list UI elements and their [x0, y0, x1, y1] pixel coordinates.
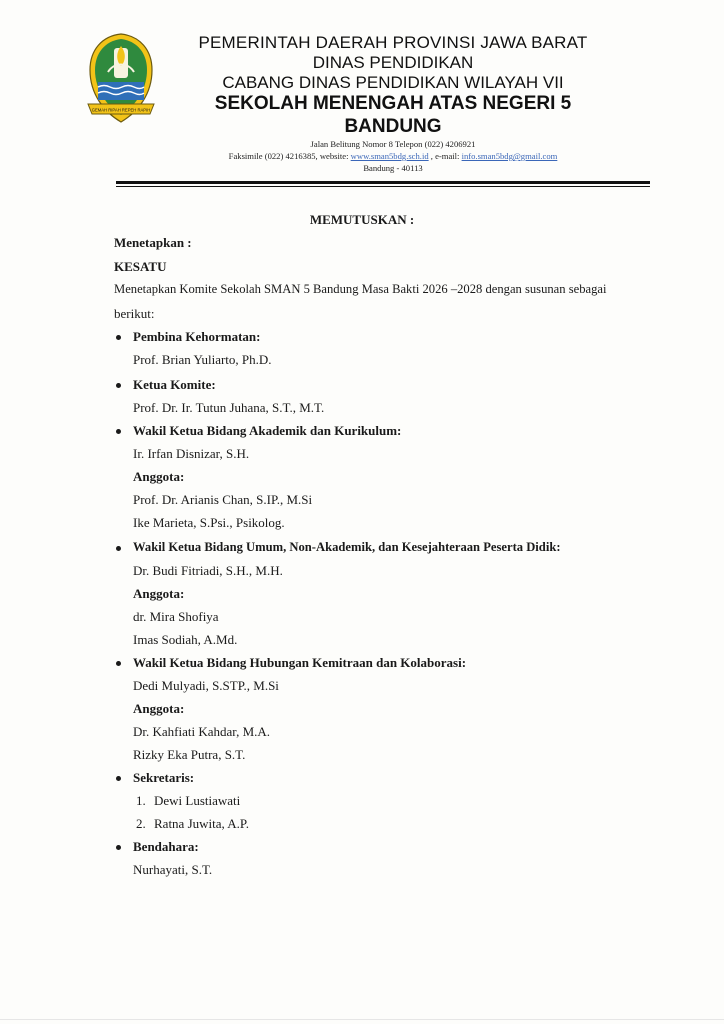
umum-anggota-2: Imas Sodiah, A.Md. [133, 632, 238, 647]
bullet-icon [116, 383, 121, 388]
school-name-line1: SEKOLAH MENENGAH ATAS NEGERI 5 [214, 93, 572, 114]
letterhead-department: DINAS PENDIDIKAN [312, 53, 474, 72]
sekretaris-name-2: Ratna Juwita, A.P. [154, 816, 249, 831]
email-prefix: , e-mail: [428, 151, 462, 161]
letterhead-government: PEMERINTAH DAERAH PROVINSI JAWA BARAT [198, 33, 588, 52]
west-java-emblem-logo [84, 32, 158, 124]
pembina-title: Pembina Kehormatan: [133, 329, 261, 344]
pembina-name: Prof. Brian Yuliarto, Ph.D. [133, 352, 272, 367]
bullet-icon [116, 335, 121, 340]
sekretaris-name-1: Dewi Lustiawati [154, 793, 241, 808]
bullet-icon [116, 661, 121, 666]
kemitraan-anggota-1: Dr. Kahfiati Kahdar, M.A. [133, 724, 271, 739]
menetapkan-label: Menetapkan : [114, 235, 192, 250]
kemitraan-anggota-label: Anggota: [133, 701, 185, 716]
website-link[interactable]: www.sman5bdg.sch.id [350, 151, 429, 161]
intro-text-line2: berikut: [114, 306, 155, 321]
kemitraan-anggota-2: Rizky Eka Putra, S.T. [133, 747, 246, 762]
kemitraan-name: Dedi Mulyadi, S.STP., M.Si [133, 678, 279, 693]
umum-anggota-1: dr. Mira Shofiya [133, 609, 219, 624]
school-name-line2: BANDUNG [344, 116, 442, 137]
school-address: Jalan Belitung Nomor 8 Telepon (022) 4206921 [310, 139, 476, 149]
scan-edge-line [0, 1019, 724, 1020]
svg-text:GEMAH RIPAH REPEH RAPIH: GEMAH RIPAH REPEH RAPIH [91, 107, 151, 113]
letterhead-branch: CABANG DINAS PENDIDIKAN WILAYAH VII [222, 73, 564, 92]
kemitraan-title: Wakil Ketua Bidang Hubungan Kemitraan dan Kolaborasi: [133, 655, 467, 670]
contact-line [160, 151, 626, 161]
bendahara-name: Nurhayati, S.T. [133, 862, 213, 877]
akademik-name: Ir. Irfan Disnizar, S.H. [133, 446, 250, 461]
ketua-title: Ketua Komite: [133, 377, 216, 392]
letterhead-divider-thin [116, 186, 650, 187]
umum-name: Dr. Budi Fitriadi, S.H., M.H. [133, 563, 283, 578]
email-link[interactable]: info.sman5bdg@gmail.com [461, 151, 558, 161]
bullet-icon [116, 546, 121, 551]
decision-heading: MEMUTUSKAN : [309, 212, 415, 227]
letterhead-divider-thick [116, 181, 650, 184]
intro-text-line1: Menetapkan Komite Sekolah SMAN 5 Bandung Masa Bakti 2026 –2028 dengan susunan sebagai [114, 282, 607, 296]
city-postcode: Bandung - 40113 [363, 163, 423, 173]
bendahara-title: Bendahara: [133, 839, 199, 854]
bullet-icon [116, 845, 121, 850]
bullet-icon [116, 429, 121, 434]
akademik-anggota-label: Anggota: [133, 469, 185, 484]
sekretaris-title: Sekretaris: [133, 770, 195, 785]
kesatu-label: KESATU [114, 259, 167, 274]
akademik-anggota-2: Ike Marieta, S.Psi., Psikolog. [133, 515, 285, 530]
sekretaris-num-2: 2. [136, 816, 146, 831]
sekretaris-num-1: 1. [136, 793, 146, 808]
bullet-icon [116, 776, 121, 781]
fax-text: Faksimile (022) 4216385, website: [228, 151, 351, 161]
akademik-title: Wakil Ketua Bidang Akademik dan Kurikulum: [133, 423, 402, 438]
ketua-name: Prof. Dr. Ir. Tutun Juhana, S.T., M.T. [133, 400, 325, 415]
umum-title: Wakil Ketua Bidang Umum, Non-Akademik, dan Kesejahteraan Peserta Didik: [133, 540, 561, 554]
umum-anggota-label: Anggota: [133, 586, 185, 601]
akademik-anggota-1: Prof. Dr. Arianis Chan, S.IP., M.Si [133, 492, 313, 507]
